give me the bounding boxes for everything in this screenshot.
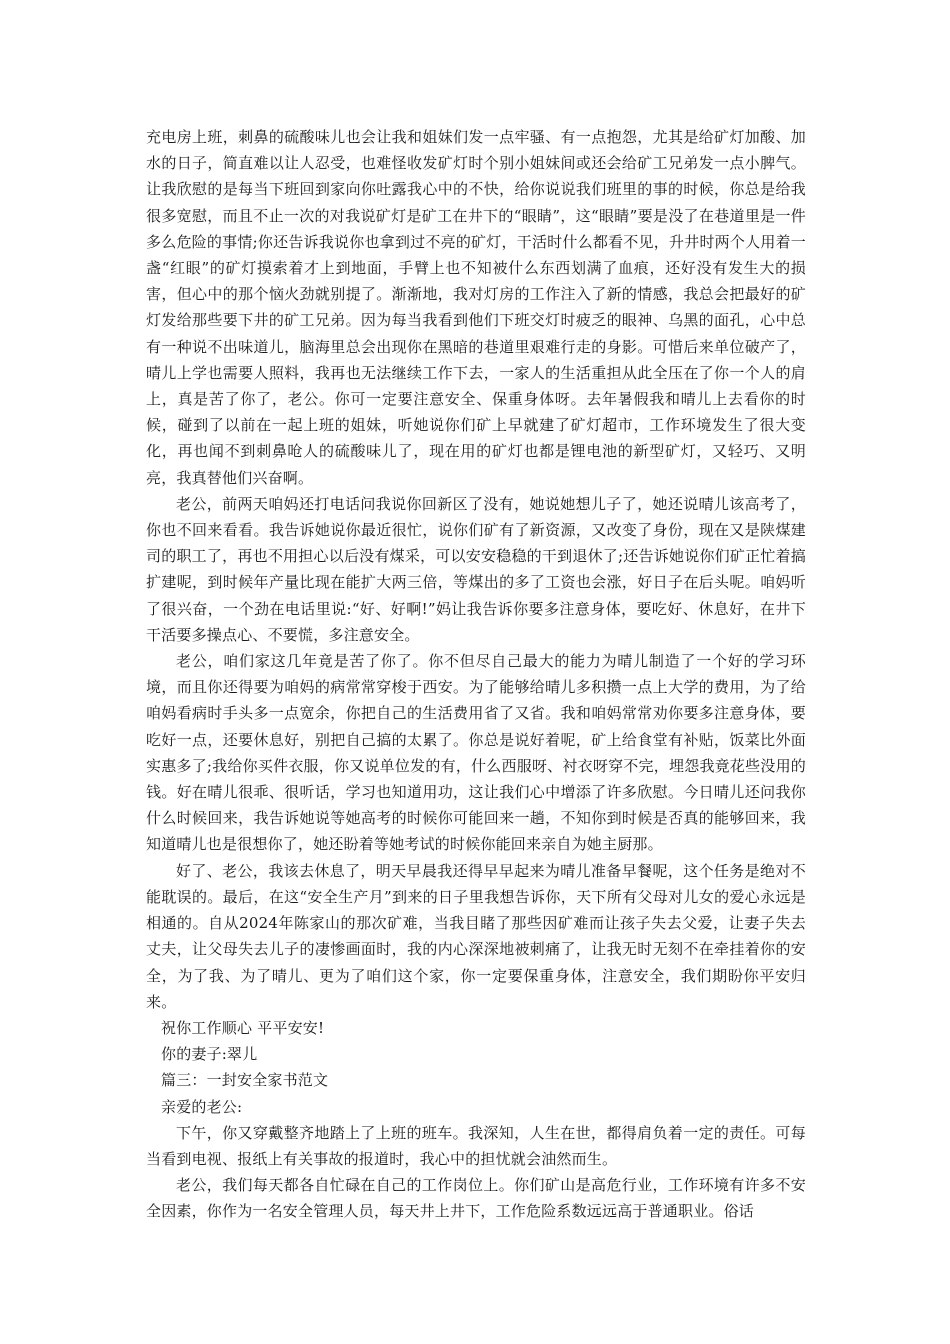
salutation: 亲爱的老公: <box>161 1097 243 1116</box>
paragraph-continued: 充电房上班，刺鼻的硫酸味儿也会让我和姐妹们发一点牢骚、有一点抱怨，尤其是给矿灯加酸、加水的日子，简直难以让人忍受，也难怪收发矿灯时个别小姐妹间或还会给矿工兄弟发一点小脾气。让我欣慰的是每当下班回到家向你吐露我心中的不快，给你说说我们班里的事的时候，你总是给我很多宽慰，而且不止一次的对我说矿灯是矿工在井下的“眼睛”，这“眼睛”要是没了在巷道里是一件多么危险的事情;你还告诉我说你也拿到过不亮的矿灯，干活时什么都看不见，升井时两个人用着一盏“红眼”的矿灯摸索着才上到地面，手臂上也不知被什么东西划满了血痕，还好没有发生大的损害，但心中的那个恼火劲就别提了。渐渐地，我对灯房的工作注入了新的情感，我总会把最好的矿灯发给那些要下井的矿工兄弟。因为每当我看到他们下班交灯时疲乏的眼神、乌黑的面孔，心中总有一种说不出味道儿，脑海里总会出现你在黑暗的巷道里艰难行走的身影。可惜后来单位破产了，晴儿上学也需要人照料，我再也无法继续工作下去，一家人的生活重担从此全压在了你一个人的肩上，真是苦了你了，老公。你可一定要注意安全、保重身体呀。去年暑假我和晴儿上去看你的时候，碰到了以前在一起上班的姐妹，听她说你们矿上早就建了矿灯超市，工作环境发生了很大变化，再也闻不到刺鼻呛人的硫酸味儿了，现在用的矿灯也都是锂电池的新型矿灯，又轻巧、又明亮，我真替他们兴奋啊。 <box>146 128 806 487</box>
blessing-line: 祝你工作顺心 平平安安! <box>161 1018 325 1037</box>
paragraph-afternoon: 下午，你又穿戴整齐地踏上了上班的班车。我深知，人生在世，都得肩负着一定的责任。可每当看到电视、报纸上有关事故的报道时，我心中的担忧就会油然而生。 <box>146 1123 806 1168</box>
signature-line: 你的妻子:翠儿 <box>161 1045 258 1064</box>
letter-body <box>146 124 806 1225</box>
paragraph-workplace: 老公，我们每天都各自忙碌在自己的工作岗位上。你们矿山是高危行业，工作环境有许多不安全因素，你作为一名安全管理人员，每天井上井下，工作危险系数远远高于普通职业。俗话 <box>146 1176 806 1221</box>
paragraph-closing: 好了、老公，我该去休息了，明天早晨我还得早早起来为晴儿准备早餐呢，这个任务是绝对不能耽误的。最后，在这“安全生产月”到来的日子里我想告诉你，天下所有父母对儿女的爱心永远是相通的。自从2024年陈家山的那次矿难，当我目睹了那些因矿难而让孩子失去父爱，让妻子失去丈夫，让父母失去儿子的凄惨画面时，我的内心深深地被刺痛了，让我无时无刻不在牵挂着你的安全，为了我、为了晴儿、更为了咱们这个家，你一定要保重身体，注意安全，我们期盼你平安归来。 <box>146 861 806 1011</box>
section-title: 篇三：一封安全家书范文 <box>161 1071 329 1090</box>
paragraph-family-hardship: 老公，咱们家这几年竟是苦了你了。你不但尽自己最大的能力为晴儿制造了一个好的学习环境，而且你还得要为咱妈的病常常穿梭于西安。为了能够给晴儿多积攒一点上大学的费用，为了给咱妈看病时手头多一点宽余，你把自己的生活费用省了又省。我和咱妈常常劝你要多注意身体，要吃好一点，还要休息好，别把自己搞的太累了。你总是说好着呢，矿上给食堂有补贴，饭菜比外面实惠多了;我给你买件衣服，你又说单位发的有，什么西服呀、衬衣呀穿不完，埋怨我竟花些没用的钱。好在晴儿很乖、很听话，学习也知道用功，这让我们心中增添了许多欣慰。今日晴儿还问我你什么时候回来，我告诉她说等她高考的时候你可能回来一趟，不知你到时候是否真的能够回来，我知道晴儿也是很想你了，她还盼着等她考试的时候你能回来亲自为她主厨那。 <box>146 652 806 854</box>
paragraph-mother-call: 老公，前两天咱妈还打电话问我说你回新区了没有，她说她想儿子了，她还说晴儿该高考了，你也不回来看看。我告诉她说你最近很忙，说你们矿有了新资源，又改变了身份，现在又是陕煤建司的职工了，再也不用担心以后没有煤采，可以安安稳稳的干到退休了;还告诉她说你们矿正忙着搞扩建呢，到时候年产量比现在能扩大两三倍，等煤出的多了工资也会涨，好日子在后头呢。咱妈听了很兴奋，一个劲在电话里说:“好、好啊!”妈让我告诉你要多注意身体，要吃好、休息好，在井下干活要多操点心、不要慌，多注意安全。 <box>146 494 806 644</box>
